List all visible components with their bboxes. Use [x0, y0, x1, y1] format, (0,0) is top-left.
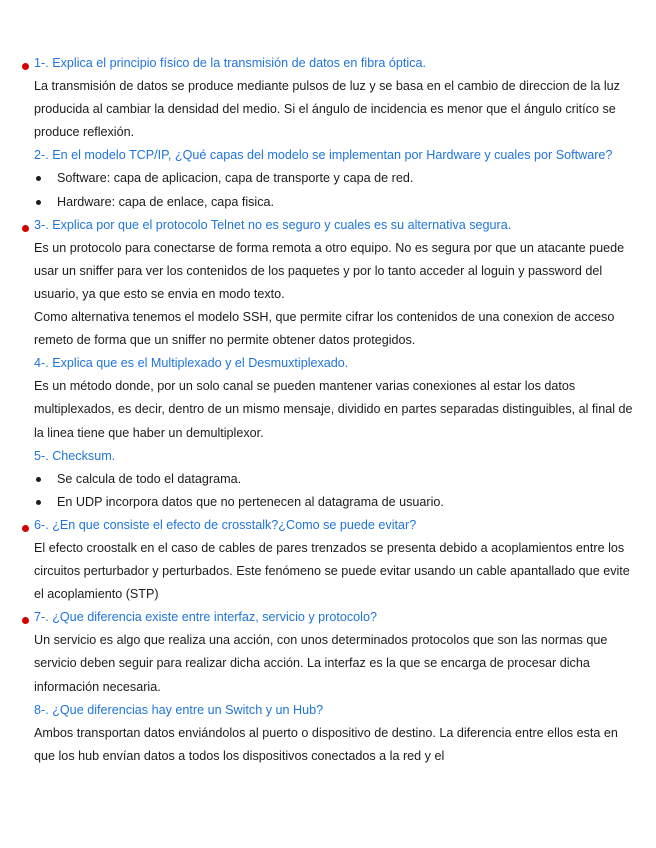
- answer-paragraph: Es un protocolo para conectarse de forma remota a otro equipo. No es segura por que un atacante puede usar un sniffer para ver los contenidos de los paquetes y por lo tanto acceder al loguin y password del usuario, ya que esto se envia en modo texto.: [34, 240, 625, 301]
- document-page: [34, 52, 634, 768]
- section-6: [34, 514, 634, 606]
- red-marker: [22, 63, 29, 70]
- question-heading: 4-. Explica que es el Multiplexado y el Desmuxtiplexado.: [34, 356, 349, 371]
- section-3: [34, 214, 634, 353]
- list-item: Se calcula de todo el datagrama.: [34, 468, 634, 491]
- section-4: [34, 352, 634, 444]
- section-2: [34, 144, 634, 213]
- bullet-list: [34, 167, 634, 213]
- question-heading: 5-. Checksum.: [34, 448, 116, 463]
- section-8: [34, 699, 634, 768]
- list-item: Hardware: capa de enlace, capa fisica.: [34, 191, 634, 214]
- bullet-icon: [36, 200, 41, 205]
- section-1: [34, 52, 634, 144]
- question-heading: 7-. ¿Que diferencia existe entre interfaz, servicio y protocolo?: [34, 606, 634, 629]
- question-heading: 2-. En el modelo TCP/IP, ¿Qué capas del modelo se implementan por Hardware y cuales por Software?: [34, 148, 613, 163]
- answer-paragraph: Ambos transportan datos enviándolos al puerto o dispositivo de destino. La diferencia entre ellos esta en que los hub envían datos a todos los dispositivos conectados a la red y el: [34, 725, 618, 763]
- answer-paragraph: Como alternativa tenemos el modelo SSH, que permite cifrar los contenidos de una conexion de acceso remeto de forma que un sniffer no permite obtener datos protegidos.: [34, 310, 615, 348]
- bullet-list: [34, 468, 634, 514]
- red-marker: [22, 525, 29, 532]
- answer-paragraph: Es un método donde, por un solo canal se pueden mantener varias conexiones al estar los datos multiplexados, es decir, dentro de un mismo mensaje, dividido en partes separadas distinguibles, al final de la linea tiene que haber un demultiplexor.: [34, 379, 633, 440]
- red-marker: [22, 617, 29, 624]
- question-heading: 1-. Explica el principio físico de la transmisión de datos en fibra óptica.: [34, 52, 634, 75]
- bullet-icon: [36, 500, 41, 505]
- answer-paragraph: La transmisión de datos se produce mediante pulsos de luz y se basa en el cambio de direccion de la luz producida al cambiar la densidad del medio. Si el ángulo de incidencia es menor que el ángulo critíco se produce reflexión.: [34, 79, 620, 140]
- list-item: Software: capa de aplicacion, capa de transporte y capa de red.: [34, 167, 634, 190]
- section-7: [34, 606, 634, 698]
- question-heading: 6-. ¿En que consiste el efecto de crosstalk?¿Como se puede evitar?: [34, 514, 634, 537]
- bullet-icon: [36, 176, 41, 181]
- question-heading: 8-. ¿Que diferencias hay entre un Switch y un Hub?: [34, 702, 324, 717]
- question-heading: 3-. Explica por que el protocolo Telnet no es seguro y cuales es su alternativa segura.: [34, 214, 634, 237]
- section-5: [34, 445, 634, 514]
- red-marker: [22, 225, 29, 232]
- bullet-icon: [36, 477, 41, 482]
- answer-paragraph: Un servicio es algo que realiza una acción, con unos determinados protocolos que son las normas que servicio deben seguir para realizar dicha acción. La interfaz es la que se encarga de procesar dicha información necesaria.: [34, 633, 608, 694]
- answer-paragraph: El efecto croostalk en el caso de cables de pares trenzados se presenta debido a acoplamientos entre los circuitos perturbador y perturbados. Este fenómeno se puede evitar usando un cable apantallado que evite el acoplamiento (STP): [34, 540, 630, 602]
- list-item: En UDP incorpora datos que no pertenecen al datagrama de usuario.: [34, 491, 634, 514]
